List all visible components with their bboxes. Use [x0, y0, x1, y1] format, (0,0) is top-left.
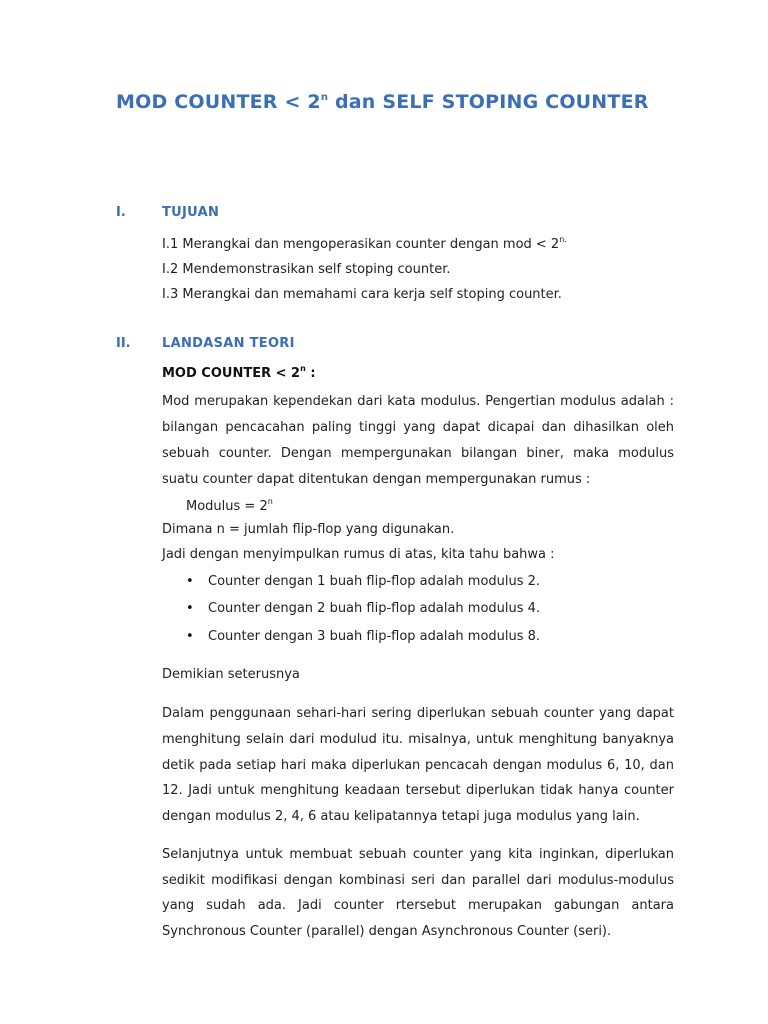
paragraph-line: sedikit modifikasi dengan kombinasi seri dan parallel dari modulus-modulus	[162, 873, 674, 888]
paragraph-line: Mod merupakan kependekan dari kata modulus. Pengertian modulus adalah :	[162, 394, 674, 409]
list-item: Counter dengan 3 buah flip-flop adalah modulus 8.	[208, 629, 541, 644]
paragraph-line: 12. Jadi untuk menghitung keadaan tersebut diperlukan tidak hanya counter	[162, 783, 674, 798]
paragraph-line: bilangan pencacahan paling tinggi yang dapat dicapai dan dihasilkan oleh	[162, 420, 674, 435]
page-title: MOD COUNTER < $2^n$ dan SELF STOPING COUNTER	[116, 91, 649, 113]
formula: Modulus = $2^n$	[186, 497, 273, 514]
paragraph-line: dengan modulus 2, 4, 6 atau kelipatannya tetapi juga modulus yang lain.	[162, 809, 640, 824]
section-number: II.	[116, 336, 131, 351]
paragraph-line: sebuah counter. Dengan mempergunakan bilangan biner, maka modulus	[162, 446, 674, 461]
paragraph-line: Dalam penggunaan sehari-hari sering diperlukan sebuah counter yang dapat	[162, 706, 674, 721]
paragraph-line: yang sudah ada. Jadi counter rtersebut merupakan gabungan antara	[162, 898, 674, 913]
paragraph-line: suatu counter dapat ditentukan dengan mempergunakan rumus :	[162, 472, 591, 487]
objective-item: I.2 Mendemonstrasikan self stoping counter.	[162, 262, 451, 277]
bullet-icon: •	[186, 601, 194, 616]
objective-item: I.3 Merangkai dan memahami cara kerja self stoping counter.	[162, 287, 562, 302]
paragraph-line: Selanjutnya untuk membuat sebuah counter yang kita inginkan, diperlukan	[162, 847, 674, 862]
bullet-icon: •	[186, 574, 194, 589]
objective-item: I.1 Merangkai dan mengoperasikan counter dengan mod < $2^{n.}$	[162, 235, 567, 252]
section-title-landasan-teori: LANDASAN TEORI	[162, 336, 295, 351]
section-number: I.	[116, 205, 126, 220]
section-title-tujuan: TUJUAN	[162, 205, 220, 220]
paragraph-line: detik pada setiap hari maka diperlukan pencacah dengan modulus 6, 10, dan	[162, 758, 674, 773]
definition-line: Dimana n = jumlah flip-flop yang digunakan.	[162, 522, 455, 537]
subsection-heading: MOD COUNTER < $2^n$ :	[162, 364, 316, 381]
conclusion-line: Jadi dengan menyimpulkan rumus di atas, kita tahu bahwa :	[162, 547, 555, 562]
list-item: Counter dengan 1 buah flip-flop adalah modulus 2.	[208, 574, 541, 589]
paragraph-line: menghitung selain dari modulud itu. misalnya, untuk menghitung banyaknya	[162, 732, 674, 747]
paragraph-line: Demikian seterusnya	[162, 667, 300, 682]
bullet-icon: •	[186, 629, 194, 644]
list-item: Counter dengan 2 buah flip-flop adalah modulus 4.	[208, 601, 541, 616]
paragraph-line: Synchronous Counter (parallel) dengan Asynchronous Counter (seri).	[162, 924, 612, 939]
